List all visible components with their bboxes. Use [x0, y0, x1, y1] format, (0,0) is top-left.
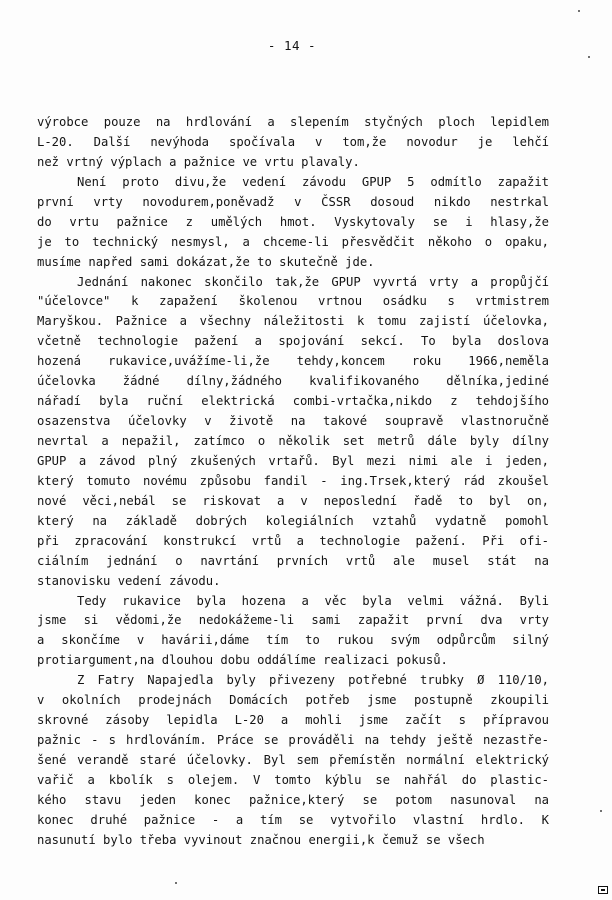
text-line: Tedy rukavice byla hozena a věc byla velmi vážná. Byli [77, 593, 549, 608]
text-line: hozená rukavice,uvážíme-li,že tehdy,koncem roku 1966,neměla [37, 354, 549, 369]
text-line: výrobce pouze na hrdlování a slepením styčných ploch lepidlem [37, 115, 549, 129]
text-line: ciálním jednání o navrtání prvních vrtů ale musel stát na [37, 553, 549, 568]
text-line: první vrty novodurem,poněvadž v ČSSR dosoud nikdo nestrkal [37, 194, 549, 209]
text-line: do vrtu pažnice z umělých hmot. Vyskytovaly se i hlasy,že [37, 214, 549, 229]
text-line: Maryškou. Pažnice a všechny náležitosti k tomu zajistí účelovka, [37, 314, 549, 329]
text-line: nevrtal a nepažil, zatímco o několik set metrů dále byly dílny [37, 434, 549, 448]
document-icon [598, 886, 608, 894]
text-line: účelovka žádné dílny,žádného kvalifikovaného dělníka,jediné [37, 374, 549, 389]
text-line: stanovisku vedení závodu. [37, 573, 221, 588]
text-line: nasunutí bylo třeba vyvinout značnou energii,k čemuž se všech [37, 832, 485, 847]
text-line: konec druhé pažnice - a tím se vytvořilo vlastní hrdlo. K [37, 812, 549, 827]
text-line: nářadí byla ruční elektrická combi-vrtačka,nikdo z tehdojšího [37, 394, 549, 409]
text-line: jsme si vědomi,že nedokážeme-li sami zapažit první dva vrty [37, 613, 549, 628]
text-line: v okolních prodejnách Domácích potřeb jsme postupně zkoupili [37, 693, 549, 708]
text-line: šené verandě staré účelovky. Byl sem přemístěn normální elektrický [37, 753, 549, 767]
text-line: a skončíme v havárii,dáme tím to rukou svým odpůrcům silný [37, 633, 549, 648]
text-line: Z Fatry Napajedla byly přivezeny potřebné trubky Ø 110/10, [77, 673, 549, 688]
text-line: kého stavu jeden konec pažnice,který se potom nasunoval na [37, 792, 549, 807]
scan-speck [588, 56, 590, 58]
text-line: včetně technologie pažení a spojování sekcí. To byla doslova [37, 334, 549, 349]
text-line: než vrtný výplach a pažnice ve vrtu plavaly. [37, 154, 360, 169]
text-line: skrovné zásoby lepidla L-20 a mohli jsme začít s přípravou [37, 713, 549, 728]
body-text [37, 113, 549, 851]
text-line: Není proto divu,že vedení závodu GPUP 5 odmítlo zapažit [77, 174, 549, 189]
text-line: Jednání nakonec skončilo tak,že GPUP vyvrtá vrty a propůjčí [77, 274, 549, 289]
text-line: musíme napřed sami dokázat,že to skutečně jde. [37, 254, 375, 269]
text-line: L-20. Další nevýhoda spočívala v tom,že novodur je lehčí [37, 134, 549, 149]
text-line: při zpracování konstrukcí vrtů a technologie pažení. Při ofi- [37, 533, 549, 548]
text-line: který tomuto novému způsobu fandil - ing.Trsek,který rád zkoušel [37, 473, 549, 488]
scan-speck [578, 10, 580, 12]
text-line: pažnic - s hrdlováním. Práce se prováděli na tehdy ještě nezastře- [37, 733, 549, 748]
scan-speck [600, 810, 602, 812]
text-line: protiargument,na dlouhou dobu oddálíme realizaci pokusů. [37, 653, 448, 668]
page-number: - 14 - [267, 38, 317, 53]
text-line: který na základě dobrých kolegiálních vztahů vydatně pomohl [37, 513, 549, 528]
text-line: nové věci,nebál se riskovat a v neposlední řadě to byl on, [37, 493, 549, 508]
text-line: je to technický nesmysl, a chceme-li přesvědčit někoho o opaku, [37, 234, 549, 249]
text-line: GPUP a závod plný zkušených vrtařů. Byl mezi nimi ale i jeden, [37, 453, 549, 468]
text-line: osazenstva účelovky v životě na takové soupravě vlastnoručně [37, 414, 549, 429]
scan-speck [175, 882, 177, 884]
text-line: "účelovce" k zapažení školenou vrtnou osádku s vrtmistrem [37, 294, 549, 309]
text-line: vařič a kbolík s olejem. V tomto kýblu se nahřál do plastic- [37, 772, 549, 787]
